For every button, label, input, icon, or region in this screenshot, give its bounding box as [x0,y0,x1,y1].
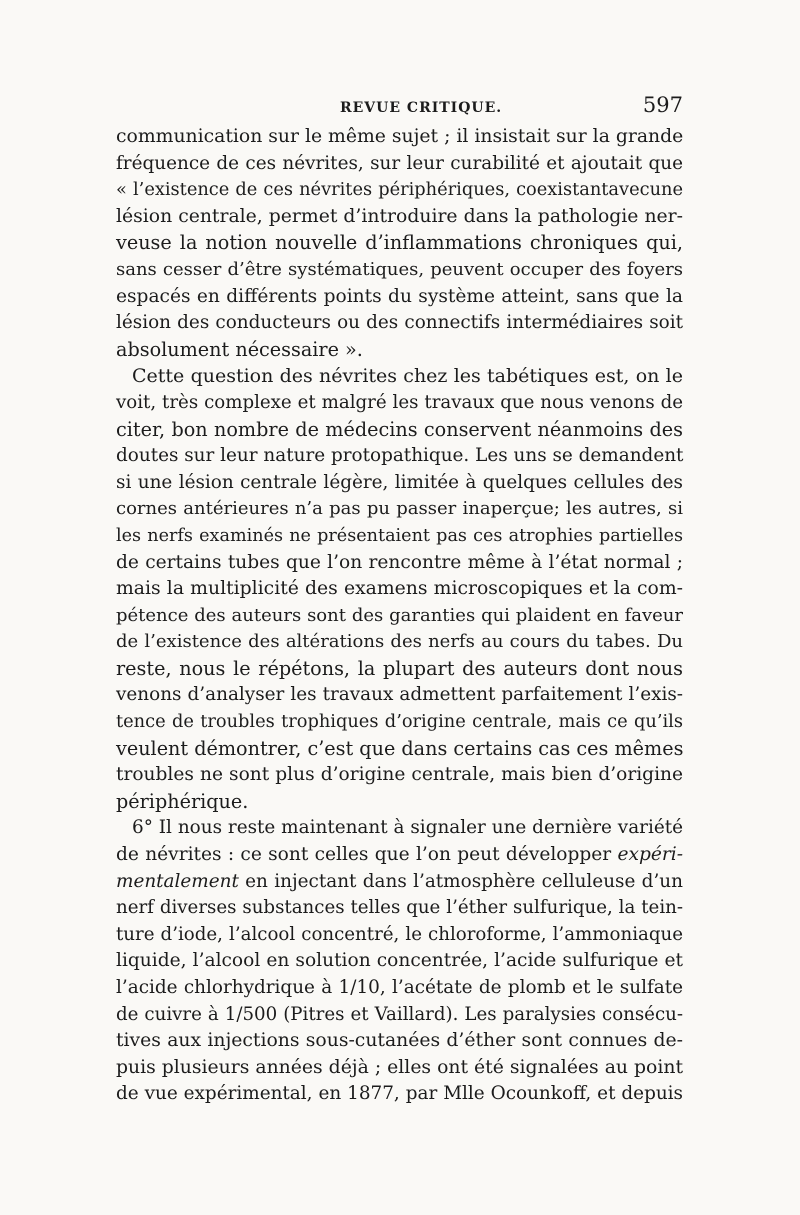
book-page [116,88,683,1108]
text-line: si une lésion centrale légère, limitée à quelques cellules des [116,471,683,493]
page-header [116,88,683,118]
text-line: venons d’analyser les travaux admettent parfaitement l’exis- [116,684,683,706]
text-line: veulent démontrer, c’est que dans certains cas ces mêmes [116,736,684,760]
page-number: 597 [642,93,683,117]
text-line: Cette question des névrites chez les tabétiques est, on le [132,365,683,388]
text-line: lésion centrale, permet d’introduire dans la pathologie ner- [116,205,683,227]
text-line: de l’existence des altérations des nerfs au cours du tabes. Du [116,631,683,653]
text-line: nerf diverses substances telles que l’éther sulfurique, la tein- [116,897,683,919]
text-line: « l’existence de ces névrites périphériques, coexistantavecune [116,179,683,201]
text-line: liquide, l’alcool en solution concentrée, l’acide sulfurique et [116,950,683,972]
text-line: de certains tubes que l’on rencontre même à l’état normal ; [116,551,683,573]
text-line: citer, bon nombre de médecins conservent néanmoins des [116,417,683,441]
text-line: de vue expérimental, en 1877, par Mlle Ocounkoff, et depuis [116,1083,683,1105]
text-line: 6° Il nous reste maintenant à signaler une dernière variété [132,817,683,839]
text-segment: en injectant dans l’atmosphère celluleuse d’un [238,870,683,892]
text-line: l’acide chlorhydrique à 1/10, l’acétate de plomb et le sulfate [116,977,683,998]
text-line: tence de troubles trophiques d’origine centrale, mais ce qu’ils [116,711,683,733]
text-line: communication sur le même sujet ; il insistait sur la grande [116,126,684,147]
text-line: reste, nous le répétons, la plupart des auteurs dont nous [116,656,683,680]
text-line: voit, très complexe et malgré les travaux que nous venons de [116,391,683,413]
text-line: lésion des conducteurs ou des connectifs intermédiaires soit [116,312,683,334]
body-text [116,124,683,1108]
italic-term: expéri- [617,844,683,866]
text-line: ture d’iode, l’alcool concentré, le chloroforme, l’ammoniaque [116,923,683,945]
text-line: espacés en différents points du système atteint, sans que la [116,285,683,307]
text-line: les nerfs examinés ne présentaient pas ces atrophies partielles [116,525,683,546]
text-line: fréquence de ces névrites, sur leur curabilité et ajoutait que [116,152,683,174]
text-line: troubles ne sont plus d’origine centrale, mais bien d’origine [116,764,683,786]
text-segment: de névrites : ce sont celles que l’on peut développer [116,844,618,866]
text-line: cornes antérieures n’a pas pu passer inaperçue; les autres, si [116,498,683,520]
text-line: mais la multiplicité des examens microscopiques et la com- [116,578,683,600]
text-line: absolument nécessaire ». [116,337,363,361]
text-line: pétence des auteurs sont des garanties qui plaident en faveur [116,604,683,626]
italic-term: mentalement [116,870,239,892]
text-line: périphérique. [116,789,249,813]
text-line: puis plusieurs années déjà ; elles ont été signalées au point [116,1056,683,1078]
running-title: REVUE CRITIQUE. [340,100,503,116]
text-line: tives aux injections sous-cutanées d’éther sont connues de- [116,1030,683,1052]
text-line: veuse la notion nouvelle d’inflammations chroniques qui, [116,231,683,255]
text-line: doutes sur leur nature protopathique. Les uns se demandent [116,445,684,467]
text-line: sans cesser d’être systématiques, peuvent occuper des foyers [116,258,683,280]
text-line: de cuivre à 1/500 (Pitres et Vaillard). Les paralysies consécu- [116,1003,683,1025]
text-line [116,869,683,896]
text-line [116,842,683,869]
